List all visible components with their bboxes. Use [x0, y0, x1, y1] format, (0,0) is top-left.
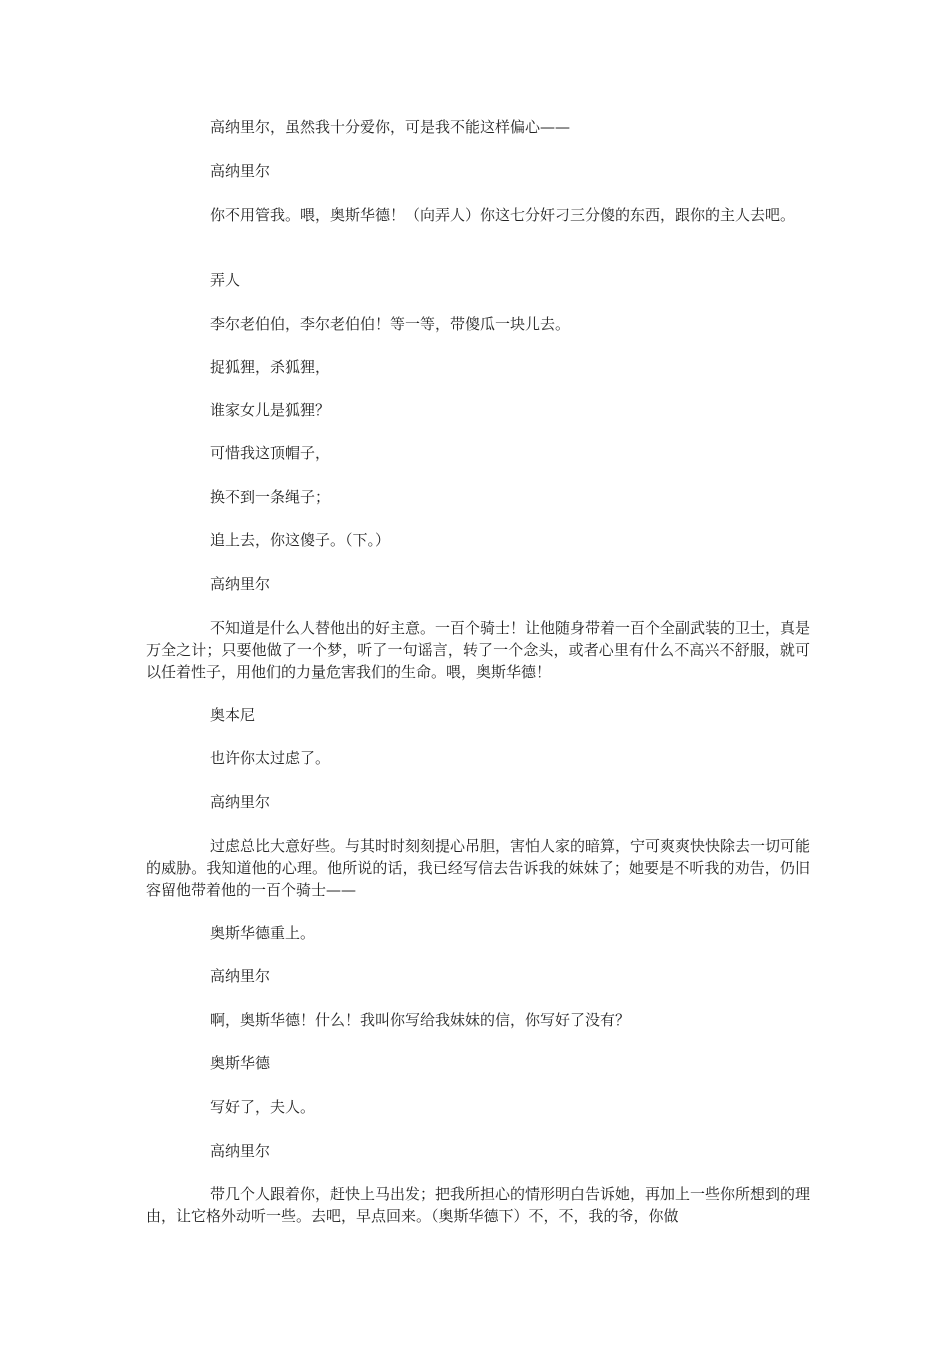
speaker-name: 高纳里尔: [210, 967, 271, 985]
speech-line: 写好了，夫人。: [210, 1098, 316, 1116]
speaker-name: 奥本尼: [210, 706, 256, 724]
speaker-name: 高纳里尔: [210, 575, 271, 593]
song-line: 可惜我这顶帽子，: [210, 444, 331, 462]
speech-line: 也许你太过虑了。: [210, 749, 331, 767]
speech-line: 高纳里尔，虽然我十分爱你，可是我不能这样偏心——: [210, 118, 571, 136]
speech-line: 啊，奥斯华德！什么！我叫你写给我妹妹的信，你写好了没有？: [210, 1011, 631, 1029]
song-line: 捉狐狸，杀狐狸，: [210, 358, 331, 376]
speech-line: 不知道是什么人替他出的好主意。一百个骑士！让他随身带着一百个全副武装的卫士，真是万全之计；只要他做了一个梦，听了一句谣言，转了一个念头，或者心里有什么不高兴不舒服，就可以任着性子，用他们的力量危害我们的生命。喂，奥斯华德！: [146, 619, 811, 681]
speech-line: 过虑总比大意好些。与其时时刻刻提心吊胆，害怕人家的暗算，宁可爽爽快快除去一切可能的威胁。我知道他的心理。他所说的话，我已经写信去告诉我的妹妹了；她要是不听我的劝告，仍旧容留他带着他的一百个骑士——: [146, 837, 811, 899]
speech-line: 带几个人跟着你，赶快上马出发；把我所担心的情形明白告诉她，再加上一些你所想到的理由，让它格外动听一些。去吧，早点回来。（奥斯华德下）不，不，我的爷，你做: [146, 1185, 811, 1225]
speaker-name: 奥斯华德: [210, 1054, 271, 1072]
stage-direction: 奥斯华德重上。: [210, 924, 316, 942]
speaker-name: 弄人: [210, 271, 241, 289]
speech-line: 你不用管我。喂，奥斯华德！（向弄人）你这七分奸刁三分傻的东西，跟你的主人去吧。: [210, 206, 796, 224]
song-line: 谁家女儿是狐狸？: [210, 401, 331, 419]
song-line: 换不到一条绳子；: [210, 488, 331, 506]
speaker-name: 高纳里尔: [210, 1142, 271, 1160]
speaker-name: 高纳里尔: [210, 162, 271, 180]
speaker-name: 高纳里尔: [210, 793, 271, 811]
song-line: 追上去，你这傻子。（下。）: [210, 531, 391, 549]
speech-line: 李尔老伯伯，李尔老伯伯！等一等，带傻瓜一块儿去。: [210, 315, 571, 333]
